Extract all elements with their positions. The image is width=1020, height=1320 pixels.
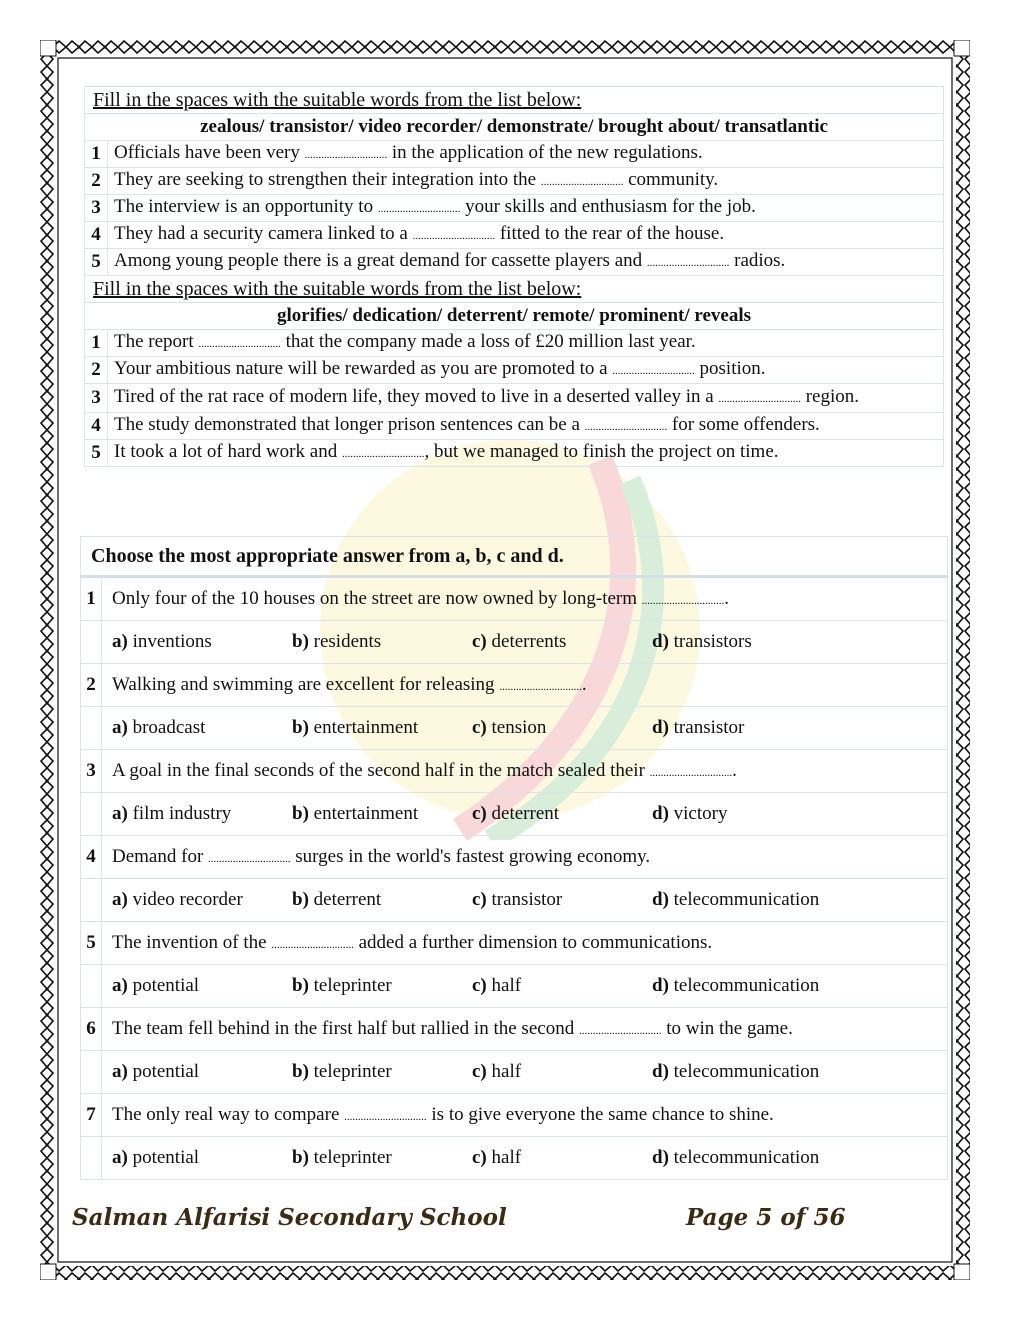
option-letter: a) [112, 1061, 128, 1082]
answer-option[interactable] [112, 803, 292, 825]
answer-options [112, 803, 937, 825]
option-text: potential [132, 975, 200, 996]
answer-option[interactable] [652, 889, 832, 911]
option-letter: d) [652, 631, 669, 652]
sentence-after: fitted to the rear of the house. [499, 223, 725, 244]
option-text: film industry [132, 803, 232, 824]
option-letter: c) [472, 1061, 487, 1082]
sentence-after: your skills and enthusiasm for the job. [465, 196, 756, 217]
question-number: 5 [81, 922, 102, 965]
blank-line[interactable]: .............................. [646, 257, 730, 269]
answer-option[interactable] [292, 889, 472, 911]
blank-line[interactable]: .............................. [540, 176, 624, 188]
sentence-after: community. [628, 169, 719, 190]
sentence-text [108, 440, 944, 467]
options-cell [102, 879, 948, 922]
option-letter: b) [292, 975, 309, 996]
question-after: added a further dimension to communications. [358, 932, 713, 953]
options-row [81, 1051, 948, 1094]
options-spacer [81, 1051, 102, 1094]
option-text: entertainment [313, 717, 419, 738]
sentence-before: They had a security camera linked to a [114, 223, 408, 244]
sentence-before: Your ambitious nature will be rewarded as you are promoted to a [114, 358, 608, 379]
blank-line[interactable]: .............................. [641, 595, 725, 607]
option-letter: d) [652, 1061, 669, 1082]
sentence-before: The study demonstrated that longer prison sentences can be a [114, 414, 580, 435]
option-text: half [491, 1061, 522, 1082]
question-row [81, 922, 948, 965]
blank-line[interactable]: .............................. [578, 1025, 662, 1037]
question-number: 1 [81, 577, 102, 621]
question-before: Walking and swimming are excellent for releasing [112, 674, 495, 695]
option-text: residents [313, 631, 382, 652]
option-letter: b) [292, 1147, 309, 1168]
answer-option[interactable] [292, 717, 472, 739]
option-letter: d) [652, 889, 669, 910]
question-row [81, 750, 948, 793]
question-number: 3 [81, 750, 102, 793]
options-row [81, 1137, 948, 1180]
options-cell [102, 707, 948, 750]
option-text: telecommunication [673, 1147, 820, 1168]
section2-instruction: Fill in the spaces with the suitable words from the list below: [85, 276, 944, 303]
blank-line[interactable]: .............................. [341, 448, 425, 460]
answer-option[interactable] [112, 631, 292, 653]
options-spacer [81, 707, 102, 750]
item-number: 5 [85, 440, 108, 467]
option-letter: c) [472, 1147, 487, 1168]
question-after: surges in the world's fastest growing economy. [295, 846, 651, 867]
sentence-after: radios. [734, 250, 786, 271]
answer-option[interactable] [112, 975, 292, 997]
options-spacer [81, 1137, 102, 1180]
option-text: potential [132, 1061, 200, 1082]
option-text: telecommunication [673, 889, 820, 910]
question-before: The invention of the [112, 932, 267, 953]
question-row [81, 1008, 948, 1051]
answer-option[interactable] [472, 803, 652, 825]
item-number: 1 [85, 330, 108, 357]
options-cell [102, 1137, 948, 1180]
option-letter: d) [652, 803, 669, 824]
answer-option[interactable] [472, 717, 652, 739]
option-text: deterrent [491, 803, 560, 824]
answer-options [112, 1147, 937, 1169]
question-after: to win the game. [666, 1018, 793, 1039]
options-spacer [81, 793, 102, 836]
question-after: . [732, 760, 737, 781]
answer-options [112, 717, 937, 739]
sentence-text [108, 249, 944, 276]
blank-line[interactable]: .............................. [198, 338, 281, 350]
options-row [81, 793, 948, 836]
item-number: 3 [85, 384, 108, 413]
item-number: 1 [85, 141, 108, 168]
sentence-after: , but we managed to finish the project on time. [424, 441, 779, 462]
option-letter: d) [652, 717, 669, 738]
sentence-after: position. [699, 358, 766, 379]
question-text [102, 750, 948, 793]
answer-option[interactable] [112, 889, 292, 911]
sentence-after: region. [805, 386, 860, 407]
blank-line[interactable]: .............................. [584, 421, 668, 433]
option-text: teleprinter [313, 1147, 392, 1168]
question-number: 6 [81, 1008, 102, 1051]
option-text: teleprinter [313, 1061, 392, 1082]
item-number: 2 [85, 168, 108, 195]
answer-option[interactable] [652, 1061, 832, 1083]
option-text: deterrents [491, 631, 567, 652]
school-name: Salman Alfarisi Secondary School [72, 1204, 507, 1231]
option-letter: a) [112, 803, 128, 824]
sentence-row [85, 413, 944, 440]
answer-options [112, 631, 937, 653]
fill-in-table [84, 86, 944, 467]
blank-line[interactable]: .............................. [499, 681, 582, 693]
options-row [81, 965, 948, 1008]
sentence-row [85, 168, 944, 195]
option-text: inventions [132, 631, 212, 652]
answer-option[interactable] [112, 717, 292, 739]
sentence-after: in the application of the new regulations. [391, 142, 703, 163]
mcq-table [80, 536, 948, 1180]
blank-line[interactable]: .............................. [649, 767, 733, 779]
page-number: Page 5 of 56 [686, 1204, 846, 1231]
answer-option[interactable] [292, 1147, 472, 1169]
options-cell [102, 965, 948, 1008]
question-text [102, 577, 948, 621]
question-row [81, 577, 948, 621]
question-number: 7 [81, 1094, 102, 1137]
question-after: . [724, 588, 730, 609]
sentence-text [108, 195, 944, 222]
option-letter: a) [112, 1147, 128, 1168]
mcq-title: Choose the most appropriate answer from a, b, c and d. [81, 537, 948, 577]
sentence-row [85, 141, 944, 168]
sentence-before: The interview is an opportunity to [114, 196, 374, 217]
question-before: Only four of the 10 houses on the street are now owned by long-term [112, 588, 638, 609]
item-number: 4 [85, 222, 108, 249]
item-number: 5 [85, 249, 108, 276]
blank-line[interactable]: .............................. [377, 203, 461, 215]
option-letter: c) [472, 975, 487, 996]
answer-option[interactable] [292, 975, 472, 997]
answer-option[interactable] [472, 889, 652, 911]
section2-word-list: glorifies/ dedication/ deterrent/ remote/ prominent/ reveals [85, 303, 944, 330]
sentence-row [85, 195, 944, 222]
sentence-text [108, 413, 944, 440]
option-letter: c) [472, 631, 487, 652]
question-text [102, 1008, 948, 1051]
answer-options [112, 889, 937, 911]
question-after: is to give everyone the same chance to shine. [431, 1104, 774, 1125]
option-text: teleprinter [313, 975, 392, 996]
option-text: half [491, 1147, 522, 1168]
answer-option[interactable] [652, 1147, 832, 1169]
option-letter: c) [472, 889, 487, 910]
sentence-text [108, 141, 944, 168]
answer-option[interactable] [472, 1147, 652, 1169]
option-text: potential [132, 1147, 200, 1168]
question-before: The only real way to compare [112, 1104, 340, 1125]
answer-option[interactable] [292, 803, 472, 825]
question-number: 2 [81, 664, 102, 707]
option-text: tension [491, 717, 547, 738]
question-row [81, 664, 948, 707]
options-spacer [81, 879, 102, 922]
sentence-after: that the company made a loss of £20 million last year. [285, 331, 696, 352]
blank-line[interactable]: .............................. [208, 853, 291, 865]
question-text [102, 664, 948, 707]
answer-option[interactable] [652, 975, 832, 997]
question-text [102, 836, 948, 879]
option-letter: b) [292, 889, 309, 910]
answer-option[interactable] [652, 803, 832, 825]
sentence-before: They are seeking to strengthen their integration into the [114, 169, 537, 190]
options-cell [102, 1051, 948, 1094]
item-number: 4 [85, 413, 108, 440]
sentence-text [108, 330, 944, 357]
option-letter: a) [112, 975, 128, 996]
option-letter: b) [292, 1061, 309, 1082]
option-text: broadcast [132, 717, 206, 738]
question-before: Demand for [112, 846, 204, 867]
blank-line[interactable]: .............................. [271, 939, 354, 951]
answer-option[interactable] [652, 717, 832, 739]
answer-option[interactable] [472, 975, 652, 997]
option-text: transistor [673, 717, 745, 738]
question-before: A goal in the final seconds of the second half in the match sealed their [112, 760, 645, 781]
option-text: half [491, 975, 522, 996]
item-number: 2 [85, 357, 108, 384]
option-letter: d) [652, 1147, 669, 1168]
answer-options [112, 975, 937, 997]
option-letter: c) [472, 803, 487, 824]
sentence-before: Among young people there is a great demand for cassette players and [114, 250, 643, 271]
sentence-before: Officials have been very [114, 142, 300, 163]
item-number: 3 [85, 195, 108, 222]
section1-instruction: Fill in the spaces with the suitable words from the list below: [85, 87, 944, 114]
sentence-after: for some offenders. [671, 414, 820, 435]
option-text: transistor [491, 889, 563, 910]
question-text [102, 1094, 948, 1137]
option-text: transistors [673, 631, 752, 652]
blank-line[interactable]: .............................. [304, 149, 388, 161]
answer-option[interactable] [112, 1147, 292, 1169]
question-row [81, 1094, 948, 1137]
option-letter: b) [292, 717, 309, 738]
answer-option[interactable] [472, 1061, 652, 1083]
answer-option[interactable] [112, 1061, 292, 1083]
sentence-row [85, 357, 944, 384]
option-text: deterrent [313, 889, 382, 910]
option-text: video recorder [132, 889, 243, 910]
sentence-text [108, 222, 944, 249]
option-letter: b) [292, 631, 309, 652]
sentence-row [85, 222, 944, 249]
sentence-text [108, 168, 944, 195]
blank-line[interactable]: .............................. [718, 393, 801, 405]
option-text: telecommunication [673, 1061, 820, 1082]
options-spacer [81, 621, 102, 664]
sentence-before: It took a lot of hard work and [114, 441, 338, 462]
answer-options [112, 1061, 937, 1083]
options-cell [102, 793, 948, 836]
option-letter: c) [472, 717, 487, 738]
sentence-before: Tired of the rat race of modern life, they moved to live in a deserted valley in a [114, 386, 714, 407]
sentence-row [85, 249, 944, 276]
option-letter: a) [112, 717, 128, 738]
option-letter: a) [112, 889, 128, 910]
option-text: entertainment [313, 803, 419, 824]
options-row [81, 707, 948, 750]
sentence-text [108, 384, 944, 413]
answer-option[interactable] [292, 631, 472, 653]
sentence-text [108, 357, 944, 384]
sentence-row [85, 330, 944, 357]
option-letter: b) [292, 803, 309, 824]
options-row [81, 879, 948, 922]
answer-option[interactable] [472, 631, 652, 653]
answer-option[interactable] [292, 1061, 472, 1083]
question-before: The team fell behind in the first half but rallied in the second [112, 1018, 575, 1039]
options-row [81, 621, 948, 664]
option-text: victory [673, 803, 728, 824]
option-letter: d) [652, 975, 669, 996]
section1-word-list: zealous/ transistor/ video recorder/ demonstrate/ brought about/ transatlantic [85, 114, 944, 141]
options-cell [102, 621, 948, 664]
blank-line[interactable]: .............................. [412, 230, 496, 242]
question-text [102, 922, 948, 965]
sentence-before: The report [114, 331, 194, 352]
blank-line[interactable]: .............................. [344, 1111, 427, 1123]
question-after: . [581, 674, 587, 695]
question-number: 4 [81, 836, 102, 879]
question-row [81, 836, 948, 879]
sentence-row [85, 384, 944, 413]
option-text: telecommunication [673, 975, 820, 996]
sentence-row [85, 440, 944, 467]
option-letter: a) [112, 631, 128, 652]
options-spacer [81, 965, 102, 1008]
blank-line[interactable]: .............................. [612, 365, 695, 377]
answer-option[interactable] [652, 631, 832, 653]
